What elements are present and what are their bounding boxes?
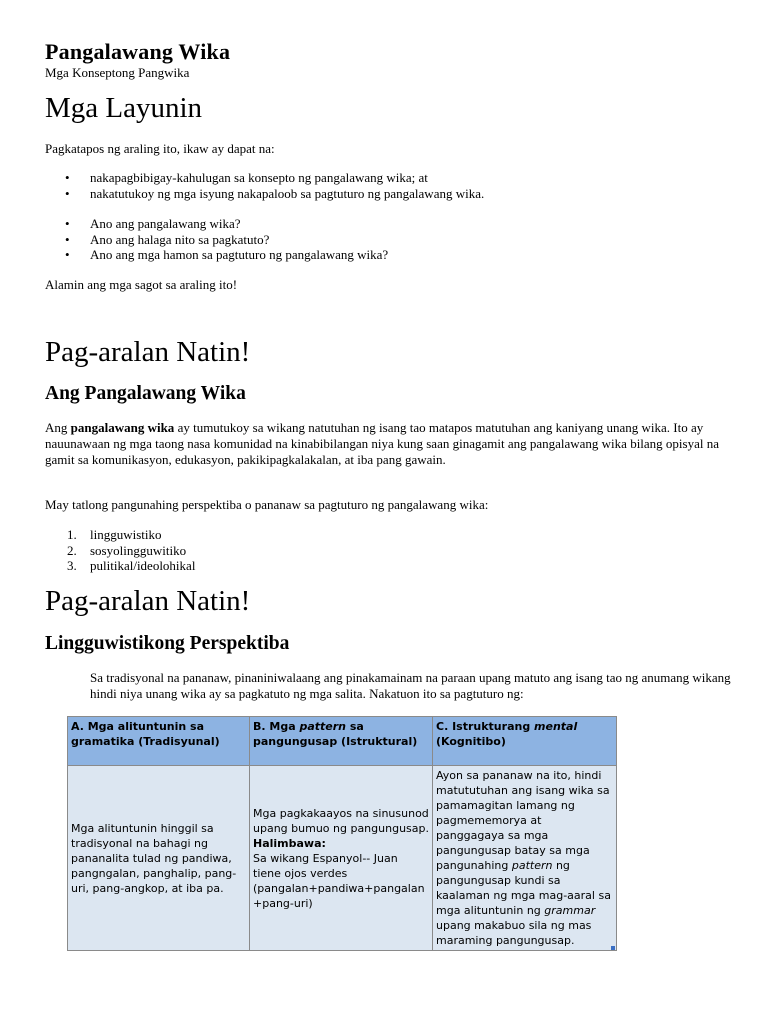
table-row bbox=[68, 766, 617, 951]
list-number: 3. bbox=[67, 558, 77, 573]
list-label: sosyolingguwitiko bbox=[90, 542, 187, 558]
section2-subheading: Lingguwistikong Perspektiba bbox=[45, 633, 290, 654]
header-text: sa pangungusap (Istruktural) bbox=[253, 720, 418, 748]
header-italic: pattern bbox=[299, 720, 346, 733]
header-cell-c bbox=[433, 717, 617, 766]
cell-text: Mga pagkakaayos na sinusunod upang bumuo ng pangungusap. bbox=[253, 806, 429, 835]
cell-text: upang makabuo sila ng mas maraming pangungusap. bbox=[436, 919, 592, 947]
paragraph-text: Ang bbox=[45, 420, 71, 435]
example-label: Halimbawa: bbox=[253, 836, 326, 850]
cell-text: Ayon sa pananaw na ito, hindi matututuhan ang isang wika sa pamamagitan lamang ng pagmememorya at panggagaya sa mga pangungusap batay sa mga pangunahing bbox=[436, 769, 610, 872]
questions-list bbox=[70, 216, 388, 263]
perspective-table bbox=[67, 716, 617, 951]
list-label: lingguwistiko bbox=[90, 527, 162, 542]
cell-c bbox=[433, 766, 617, 951]
header-italic: mental bbox=[534, 720, 578, 733]
section1-paragraph bbox=[45, 420, 735, 468]
list-item: • nakapagbibigay-kahulugan sa konsepto ng pangalawang wika; at bbox=[70, 170, 484, 186]
list-number: 1. bbox=[67, 527, 77, 542]
list-item bbox=[67, 558, 196, 574]
section2-heading: Pag-aralan Natin! bbox=[45, 585, 251, 617]
list-number: 2. bbox=[67, 542, 77, 558]
resize-handle-icon bbox=[611, 946, 615, 950]
perspectives-intro: May tatlong pangunahing perspektiba o pananaw sa pagtuturo ng pangalawang wika: bbox=[45, 497, 489, 512]
header-text: B. Mga bbox=[253, 720, 300, 733]
objectives-closing: Alamin ang mga sagot sa araling ito! bbox=[45, 277, 238, 292]
goals-list bbox=[70, 170, 484, 201]
cell-text: ng pangungusap kundi sa kaalaman ng mga mag-aaral sa mga alituntunin ng bbox=[436, 859, 611, 917]
cell-b bbox=[250, 766, 433, 951]
section2-paragraph: Sa tradisyonal na pananaw, pinaniniwalaang ang pinakamainam na paraan upang matuto ang isang tao ng anumang wikang hindi niya unang wika ay sa pagkatuto ng mga salita. Nakatuon ito sa pagtuturo ng: bbox=[90, 670, 731, 701]
header-text: C. Istrukturang bbox=[436, 720, 535, 733]
header-cell-a bbox=[68, 717, 250, 766]
list-label: pulitikal/ideolohikal bbox=[90, 558, 196, 573]
list-item bbox=[67, 542, 195, 559]
list-item: • nakatutukoy ng mga isyung nakapaloob sa pagtuturo ng pangalawang wika. bbox=[70, 186, 484, 202]
document-title: Pangalawang Wika bbox=[45, 39, 231, 64]
header-cell-b bbox=[250, 717, 433, 766]
list-item bbox=[67, 527, 195, 543]
term-bold: pangalawang wika bbox=[70, 420, 175, 435]
header-text: (Kognitibo) bbox=[436, 735, 506, 748]
cell-italic: pattern bbox=[511, 859, 553, 872]
example-text: Sa wikang Espanyol-- Juan tiene ojos verdes bbox=[253, 851, 398, 880]
cell-italic: grammar bbox=[544, 904, 596, 917]
section1-subheading: Ang Pangalawang Wika bbox=[45, 383, 246, 404]
paragraph-text: ay tumutukoy sa wikang natutuhan ng isang tao matapos matutuhan ang kaniyang unang wika. Ito ay nauunawaan ng mga taong nasa komunidad na kinabibilangan niya kung saan ginagamit ang pangalawang wika bilang opisyal na gamit sa komunikasyon, edukasyon, pakikipagkalakalan, at iba pang gawain. bbox=[45, 420, 720, 467]
section1-heading: Pag-aralan Natin! bbox=[45, 336, 251, 368]
objectives-heading: Mga Layunin bbox=[45, 92, 203, 124]
document-subtitle: Mga Konseptong Pangwika bbox=[45, 65, 190, 80]
objectives-intro: Pagkatapos ng araling ito, ikaw ay dapat na: bbox=[45, 141, 275, 156]
cell-a: Mga alituntunin hinggil sa tradisyonal na bahagi ng pananalita tulad ng pandiwa, pangngalan, panghalip, pang-uri, pang-angkop, at iba pa. bbox=[68, 766, 250, 951]
list-item: • Ano ang pangalawang wika? bbox=[70, 216, 388, 232]
list-item: • Ano ang mga hamon sa pagtuturo ng pangalawang wika? bbox=[70, 247, 388, 263]
list-item: • Ano ang halaga nito sa pagkatuto? bbox=[70, 232, 388, 248]
example-formula: (pangalan+pandiwa+pangalan+pang-uri) bbox=[253, 881, 425, 910]
perspectives-list bbox=[67, 527, 196, 574]
header-text: A. Mga alituntunin sa gramatika (Tradisyunal) bbox=[71, 720, 220, 748]
table-header-row bbox=[68, 717, 617, 766]
